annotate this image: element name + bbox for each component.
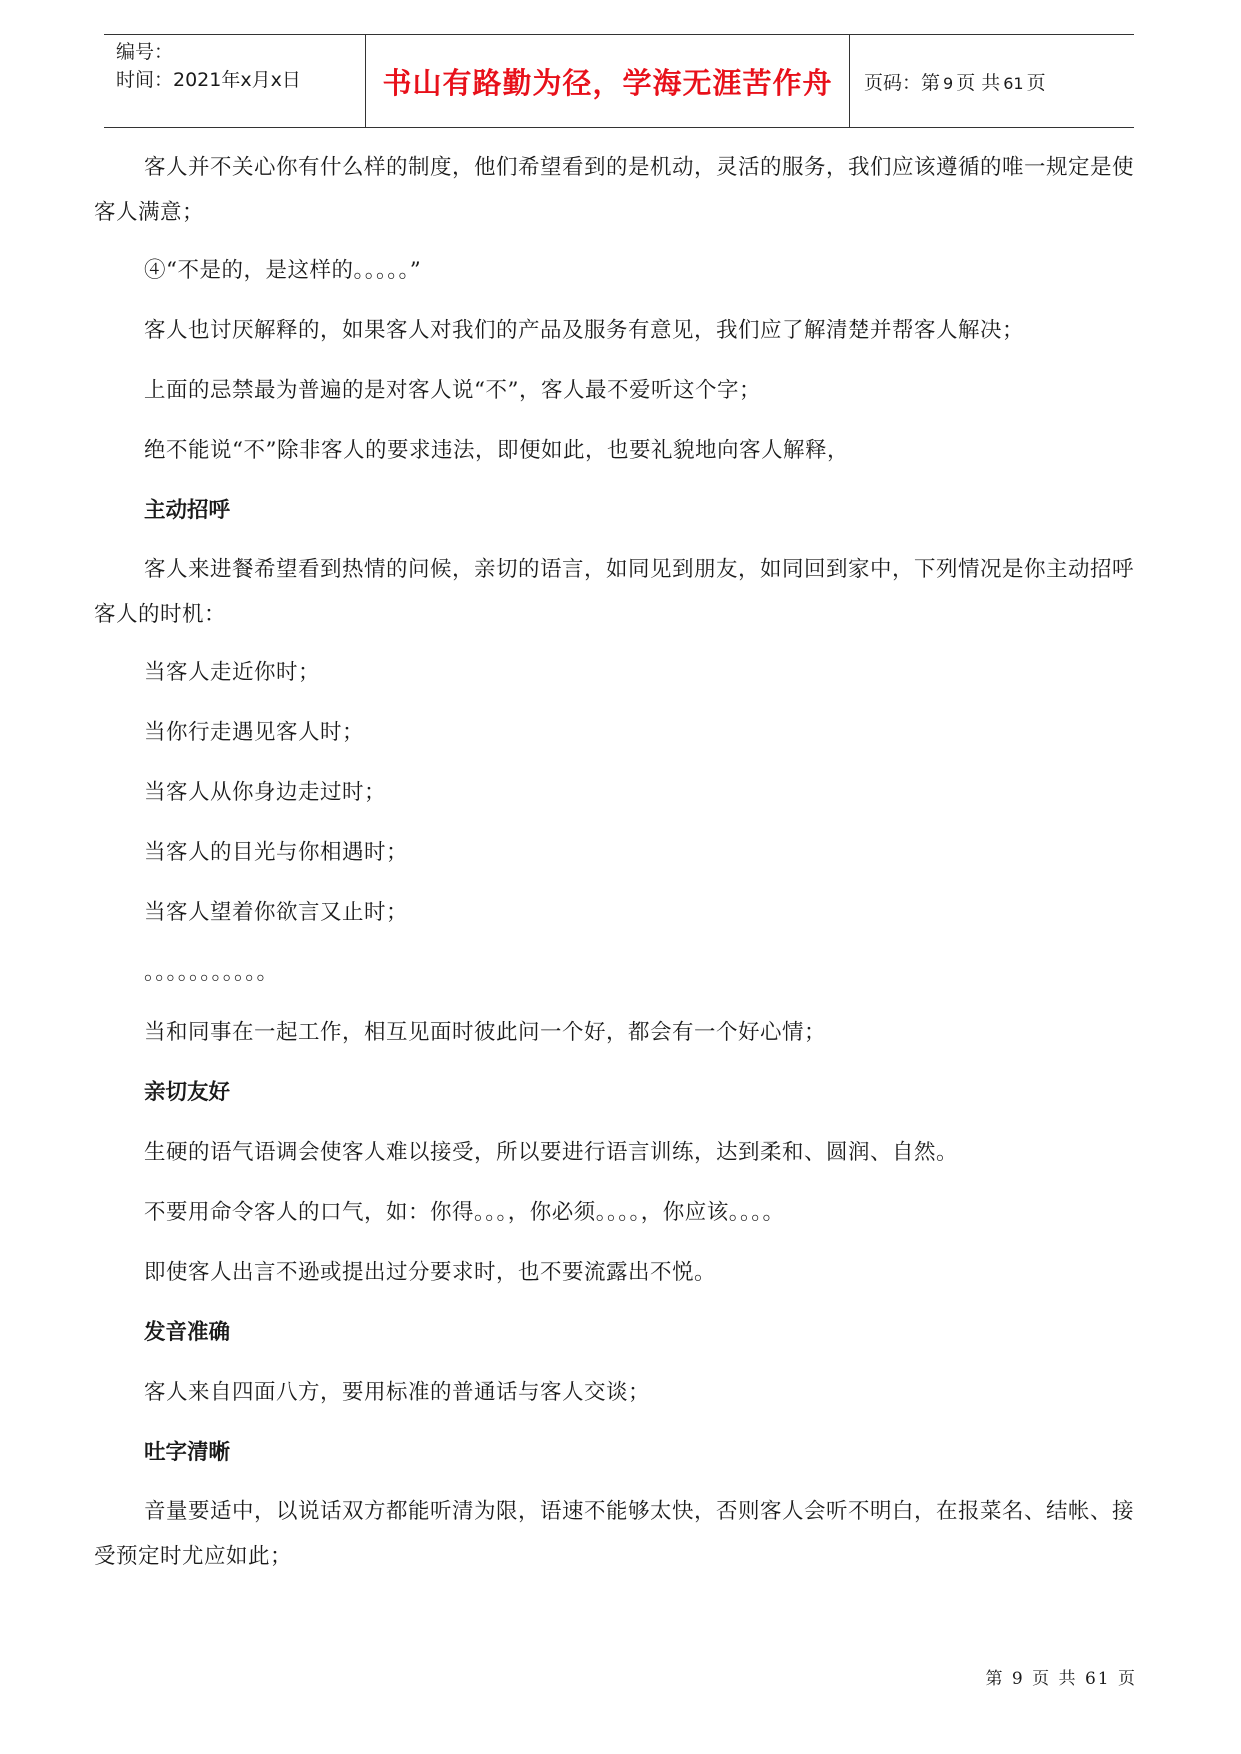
page-mid: 页 共	[956, 71, 1001, 94]
document-number-label: 编号：	[116, 41, 174, 63]
section-heading: 亲切友好	[144, 1080, 231, 1105]
paragraph: 当和同事在一起工作，相互见面时彼此问一个好，都会有一个好心情；	[144, 1020, 827, 1045]
page-prefix: 页码：第	[864, 71, 941, 94]
page-footer: 第 9 页 共 61 页	[985, 1669, 1137, 1689]
paragraph: 不要用命令客人的口气，如：你得。。。，你必须。。。。，你应该。。。。	[144, 1200, 785, 1225]
header-meta-cell	[104, 35, 366, 127]
paragraph: 绝不能说“不”除非客人的要求违法，即便如此，也要礼貌地向客人解释，	[144, 438, 849, 463]
document-body	[94, 145, 1144, 1591]
section-heading: 吐字清晰	[144, 1440, 231, 1465]
paragraph: 即使客人出言不逊或提出过分要求时，也不要流露出不悦。	[144, 1260, 717, 1285]
paragraph: 客人也讨厌解释的，如果客人对我们的产品及服务有意见，我们应了解清楚并帮客人解决；	[144, 318, 1025, 343]
paragraph: 客人来自四面八方，要用标准的普通话与客人交谈；	[144, 1380, 651, 1405]
paragraph: 音量要适中，以说话双方都能听清为限，语速不能够太快，否则客人会听不明白，在报菜名、结帐、接受预定时尤应如此；	[94, 1499, 1135, 1569]
section-heading: 发音准确	[144, 1320, 231, 1345]
page-total: 61	[1003, 73, 1024, 93]
header-page-reference	[864, 68, 1046, 95]
paragraph: 当客人走近你时；	[144, 660, 321, 685]
paragraph: ④“不是的，是这样的。。。。。”	[144, 258, 422, 283]
paragraph: 客人来进餐希望看到热情的问候，亲切的语言，如同见到朋友，如同回到家中，下列情况是你主动招呼客人的时机：	[94, 557, 1135, 627]
document-time-label: 时间：2021年x月x日	[116, 69, 301, 91]
section-heading: 主动招呼	[144, 498, 231, 523]
paragraph: 上面的忌禁最为普遍的是对客人说“不”，客人最不爱听这个字；	[144, 378, 761, 403]
header-motto: 书山有路勤为径，学海无涯苦作舟	[382, 65, 833, 100]
paragraph: 当客人的目光与你相遇时；	[144, 840, 409, 865]
header-page-cell	[850, 35, 1134, 127]
paragraph: 。。。。。。。。。。。	[144, 960, 279, 985]
document-header	[104, 34, 1134, 128]
page-number: 9	[943, 73, 954, 93]
paragraph: 当客人从你身边走过时；	[144, 780, 387, 805]
paragraph: 生硬的语气语调会使客人难以接受，所以要进行语言训练，达到柔和、圆润、自然。	[144, 1140, 959, 1165]
paragraph: 客人并不关心你有什么样的制度，他们希望看到的是机动，灵活的服务，我们应该遵循的唯一规定是使客人满意；	[94, 155, 1135, 225]
paragraph: 当客人望着你欲言又止时；	[144, 900, 409, 925]
page-suffix: 页	[1026, 71, 1046, 94]
header-motto-cell	[366, 35, 850, 127]
paragraph: 当你行走遇见客人时；	[144, 720, 365, 745]
